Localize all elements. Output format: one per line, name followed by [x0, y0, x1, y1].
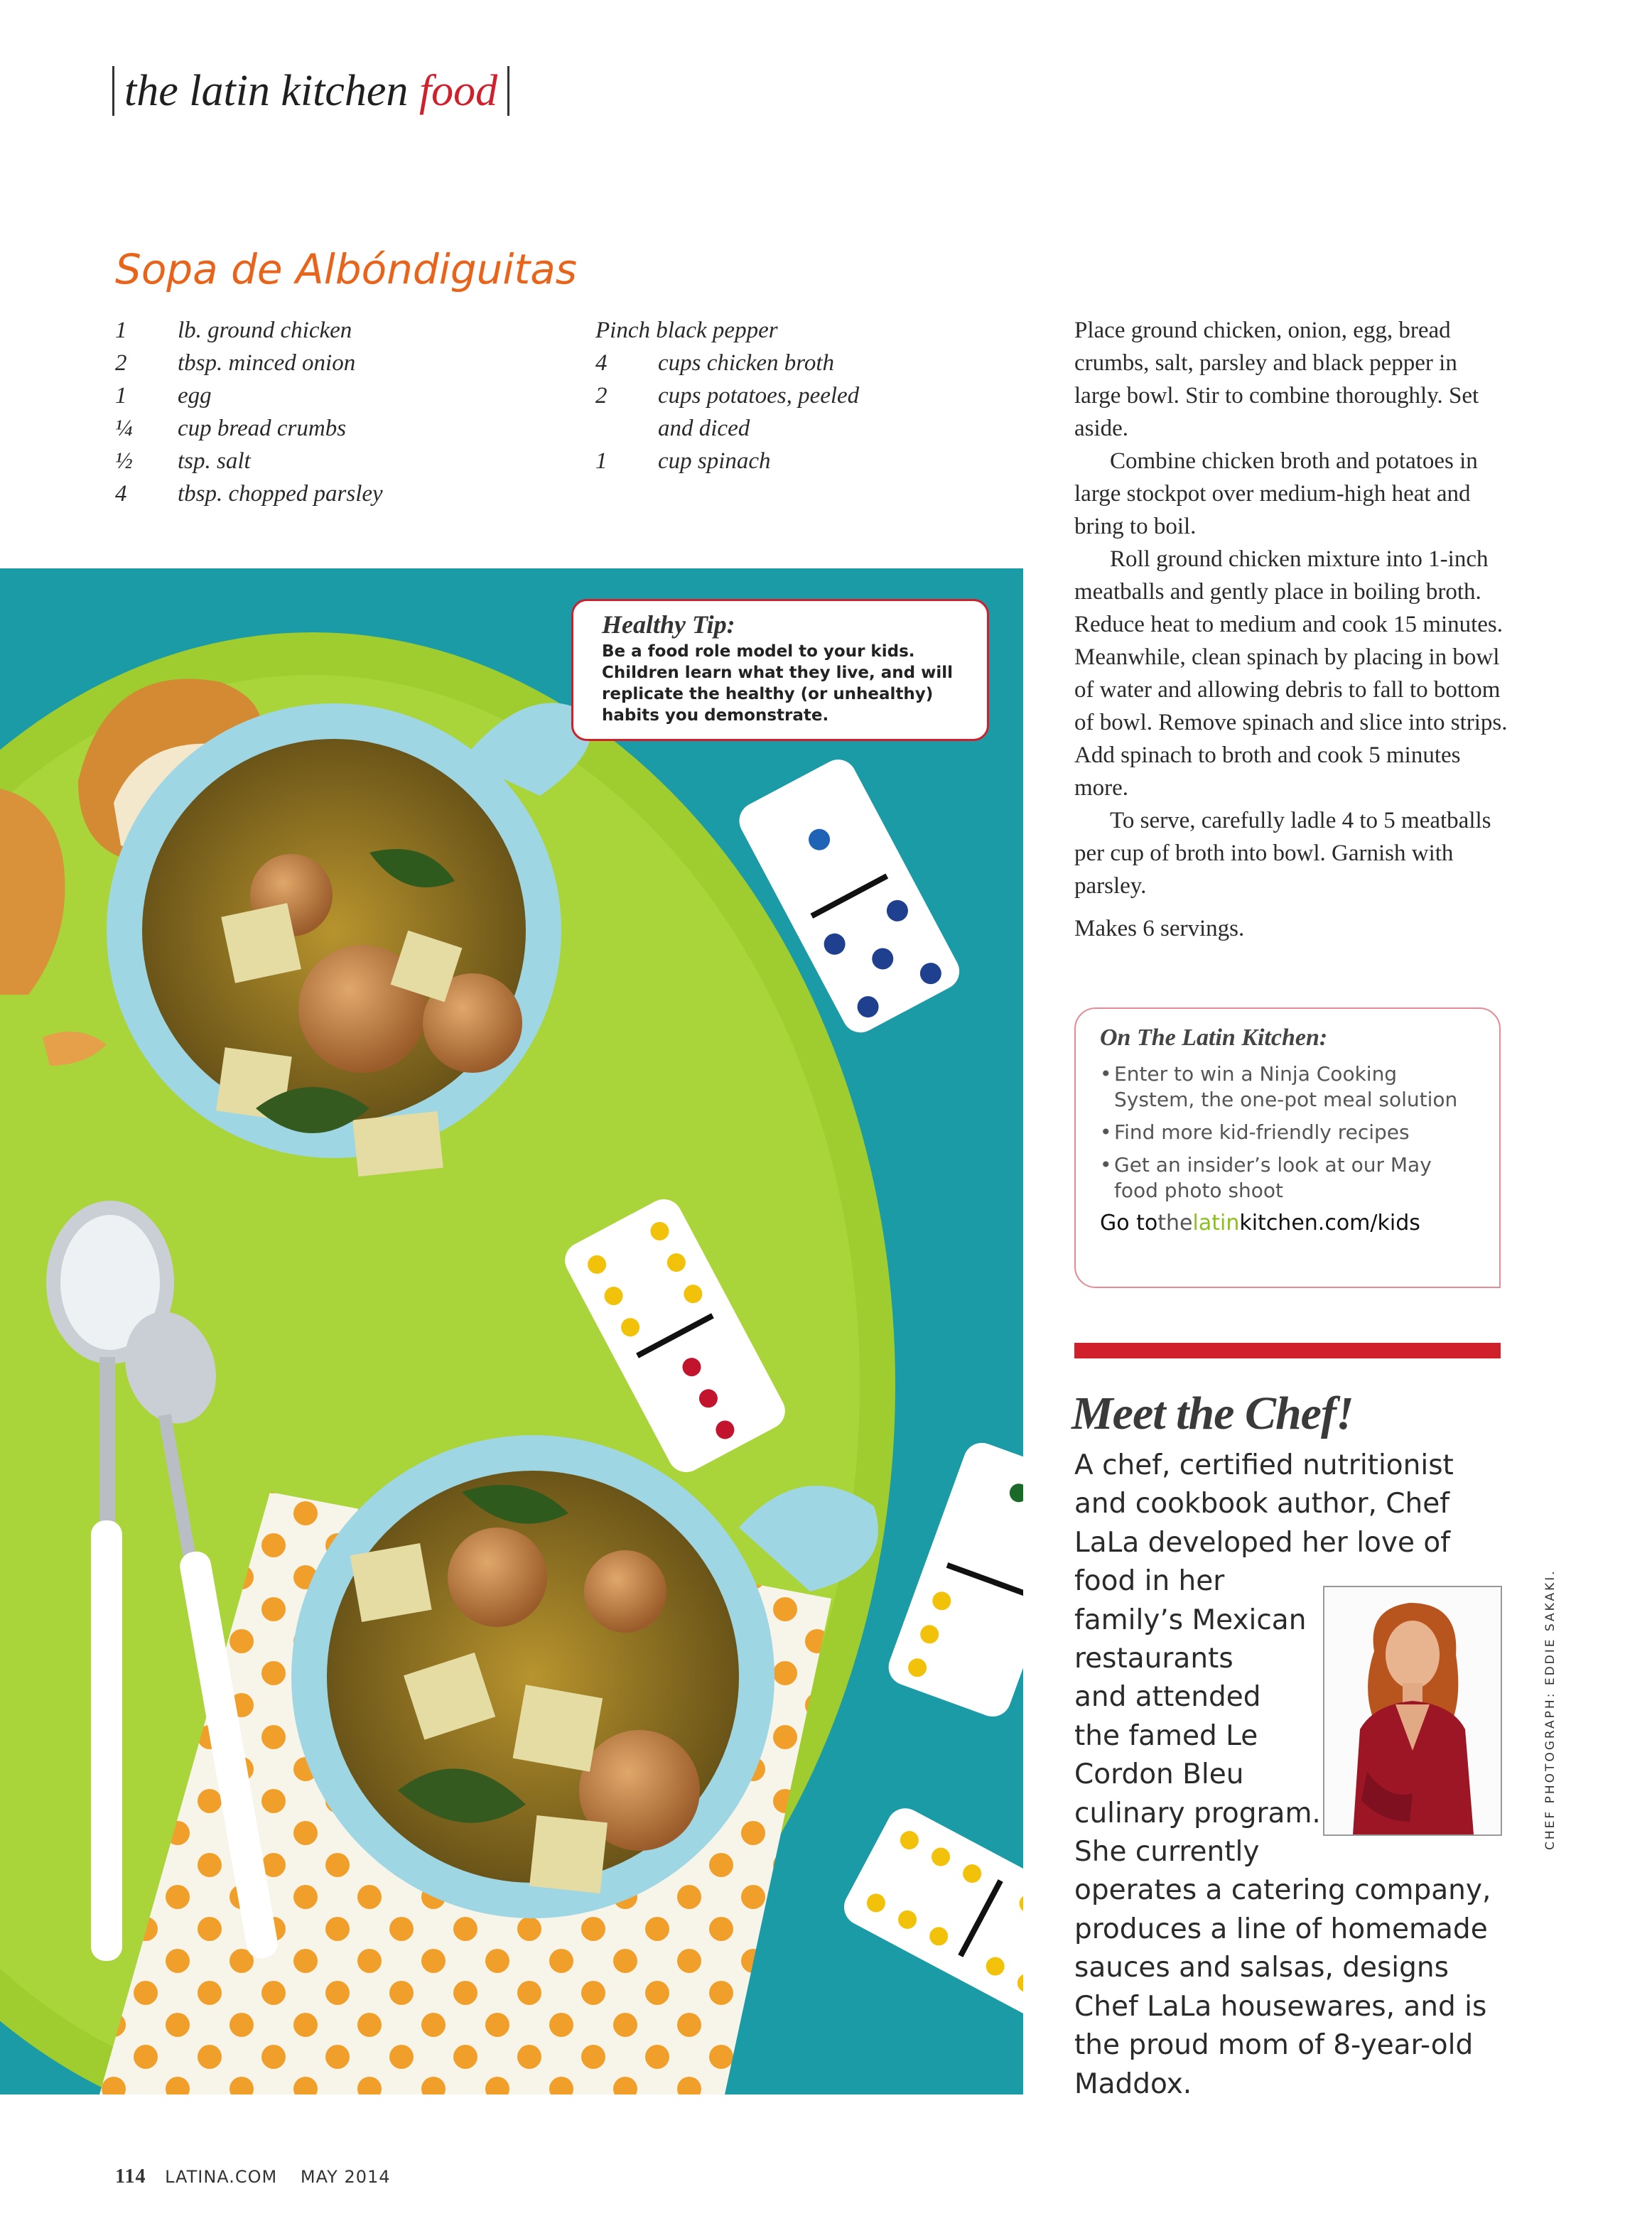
healthy-tip-box — [571, 599, 989, 741]
list-item: • Find more kid-friendly recipes — [1100, 1120, 1475, 1145]
bio-line: food in her — [1074, 1565, 1225, 1598]
bio-line: the proud mom of 8-year-old — [1074, 2029, 1474, 2062]
bio-line: Maddox. — [1074, 2067, 1192, 2100]
ingredient-qty: 2 — [115, 350, 127, 376]
list-item: • Get an insider’s look at our May food photo shoot — [1100, 1152, 1475, 1204]
footer-site: LATINA.COM — [165, 2167, 278, 2187]
ingredient-name: tbsp. minced onion — [178, 350, 356, 376]
recipe-directions — [1074, 314, 1508, 945]
ingredient-name: cups chicken broth — [658, 350, 835, 376]
page-number: 114 — [115, 2166, 146, 2188]
goto-suffix: kitchen.com/kids — [1239, 1211, 1420, 1236]
bio-line: LaLa developed her love of — [1074, 1526, 1450, 1559]
meet-chef-title: Meet the Chef! — [1071, 1388, 1354, 1439]
bio-line: produces a line of homemade — [1074, 1913, 1488, 1945]
bio-line: operates a catering company, — [1074, 1874, 1491, 1907]
ingredient-name: tsp. salt — [178, 448, 251, 474]
direction-step: Roll ground chicken mixture into 1-inch meatballs and gently place in boiling broth. Reduce heat to medium and cook 15 minutes. Meanwhile, clean spinach by placing in bowl of water and allowing debris to fall to bottom of bowl. Remove spinach and slice into strips. Add spinach to broth and cook 5 minutes more. — [1074, 546, 1508, 801]
chef-portrait — [1323, 1586, 1502, 1836]
ingredient-row — [115, 445, 485, 477]
ingredient-row — [595, 379, 993, 445]
header-divider-right — [507, 66, 509, 116]
section-category: food — [419, 66, 498, 115]
ingredient-name: cups potatoes, peeled and diced — [658, 383, 860, 441]
bio-line: A chef, certified nutritionist — [1074, 1449, 1454, 1481]
on-latin-kitchen-box — [1074, 1007, 1501, 1288]
direction-step: Place ground chicken, onion, egg, bread crumbs, salt, parsley and black pepper in large bowl. Stir to combine thoroughly. Set aside. — [1074, 318, 1479, 441]
healthy-tip-body: Be a food role model to your kids. Children learn what they live, and will replicate the healthy (or unhealthy) habits you demonstrate. — [602, 642, 954, 725]
section-divider-bar — [1074, 1343, 1501, 1358]
ingredients-list-left — [115, 314, 485, 510]
ingredient-qty: 1 — [115, 318, 127, 343]
bio-line: and cookbook author, Chef — [1074, 1488, 1449, 1520]
ingredient-qty: ¼ — [115, 416, 133, 441]
bio-line: sauces and salsas, designs — [1074, 1952, 1449, 1984]
goto-the: the — [1157, 1211, 1193, 1236]
section-title — [124, 66, 497, 117]
bio-line: family’s Mexican — [1074, 1604, 1307, 1636]
goto-latin: latin — [1192, 1211, 1240, 1236]
photo-credit: CHEF PHOTOGRAPH: EDDIE SAKAKI. — [1543, 1569, 1557, 1850]
ingredient-qty: 2 — [595, 383, 608, 409]
servings: Makes 6 servings. — [1074, 916, 1245, 941]
on-latin-kitchen-title: On The Latin Kitchen: — [1100, 1025, 1328, 1051]
direction-step: Combine chicken broth and potatoes in large stockpot over medium-high heat and bring to boil. — [1074, 448, 1478, 539]
ingredient-qty: 1 — [115, 383, 127, 409]
ingredients-list-right — [595, 314, 993, 477]
ingredient-row — [115, 379, 485, 412]
section-name: the latin kitchen — [124, 66, 409, 115]
ingredient-name: cup bread crumbs — [178, 416, 347, 441]
latin-kitchen-link[interactable] — [1100, 1211, 1475, 1236]
soup-illustration — [0, 568, 1023, 2094]
soup-photo — [0, 568, 1023, 2094]
bio-line: and attended — [1074, 1681, 1261, 1714]
ingredient-row — [115, 412, 485, 445]
footer-issue: MAY 2014 — [300, 2167, 391, 2187]
bio-line: culinary program. — [1074, 1797, 1321, 1829]
on-latin-kitchen-list — [1100, 1061, 1475, 1204]
recipe-title: Sopa de Albóndiguitas — [115, 245, 578, 293]
bio-line: restaurants — [1074, 1643, 1233, 1675]
ingredient-qty: ½ — [115, 448, 133, 474]
ingredient-row — [115, 314, 485, 347]
goto-prefix: Go to — [1100, 1211, 1158, 1236]
bio-line: Cordon Bleu — [1074, 1758, 1244, 1791]
bio-line: She currently — [1074, 1836, 1260, 1869]
chef-portrait-illustration — [1324, 1587, 1501, 1834]
ingredient-qty: 1 — [595, 448, 608, 474]
page-footer — [115, 2166, 391, 2188]
ingredient-row — [595, 445, 993, 477]
ingredient-name: cup spinach — [658, 448, 771, 474]
healthy-tip-title: Healthy Tip: — [602, 610, 735, 639]
ingredient-pinch: Pinch black pepper — [595, 318, 778, 343]
bio-line: the famed Le — [1074, 1719, 1258, 1752]
ingredient-row — [115, 347, 485, 379]
ingredient-row — [595, 347, 993, 379]
section-header — [112, 63, 509, 119]
ingredient-qty: 4 — [115, 481, 127, 507]
ingredient-name: egg — [178, 383, 212, 409]
ingredient-row — [115, 477, 485, 510]
direction-step: To serve, carefully ladle 4 to 5 meatballs per cup of broth into bowl. Garnish with parsley. — [1074, 808, 1491, 899]
header-divider-left — [112, 66, 114, 116]
ingredient-name: tbsp. chopped parsley — [178, 481, 383, 507]
ingredient-qty: 4 — [595, 350, 608, 376]
ingredient-name: lb. ground chicken — [178, 318, 352, 343]
list-item: • Enter to win a Ninja Cooking System, the one-pot meal solution — [1100, 1061, 1475, 1113]
bio-line: Chef LaLa housewares, and is — [1074, 1990, 1487, 2023]
